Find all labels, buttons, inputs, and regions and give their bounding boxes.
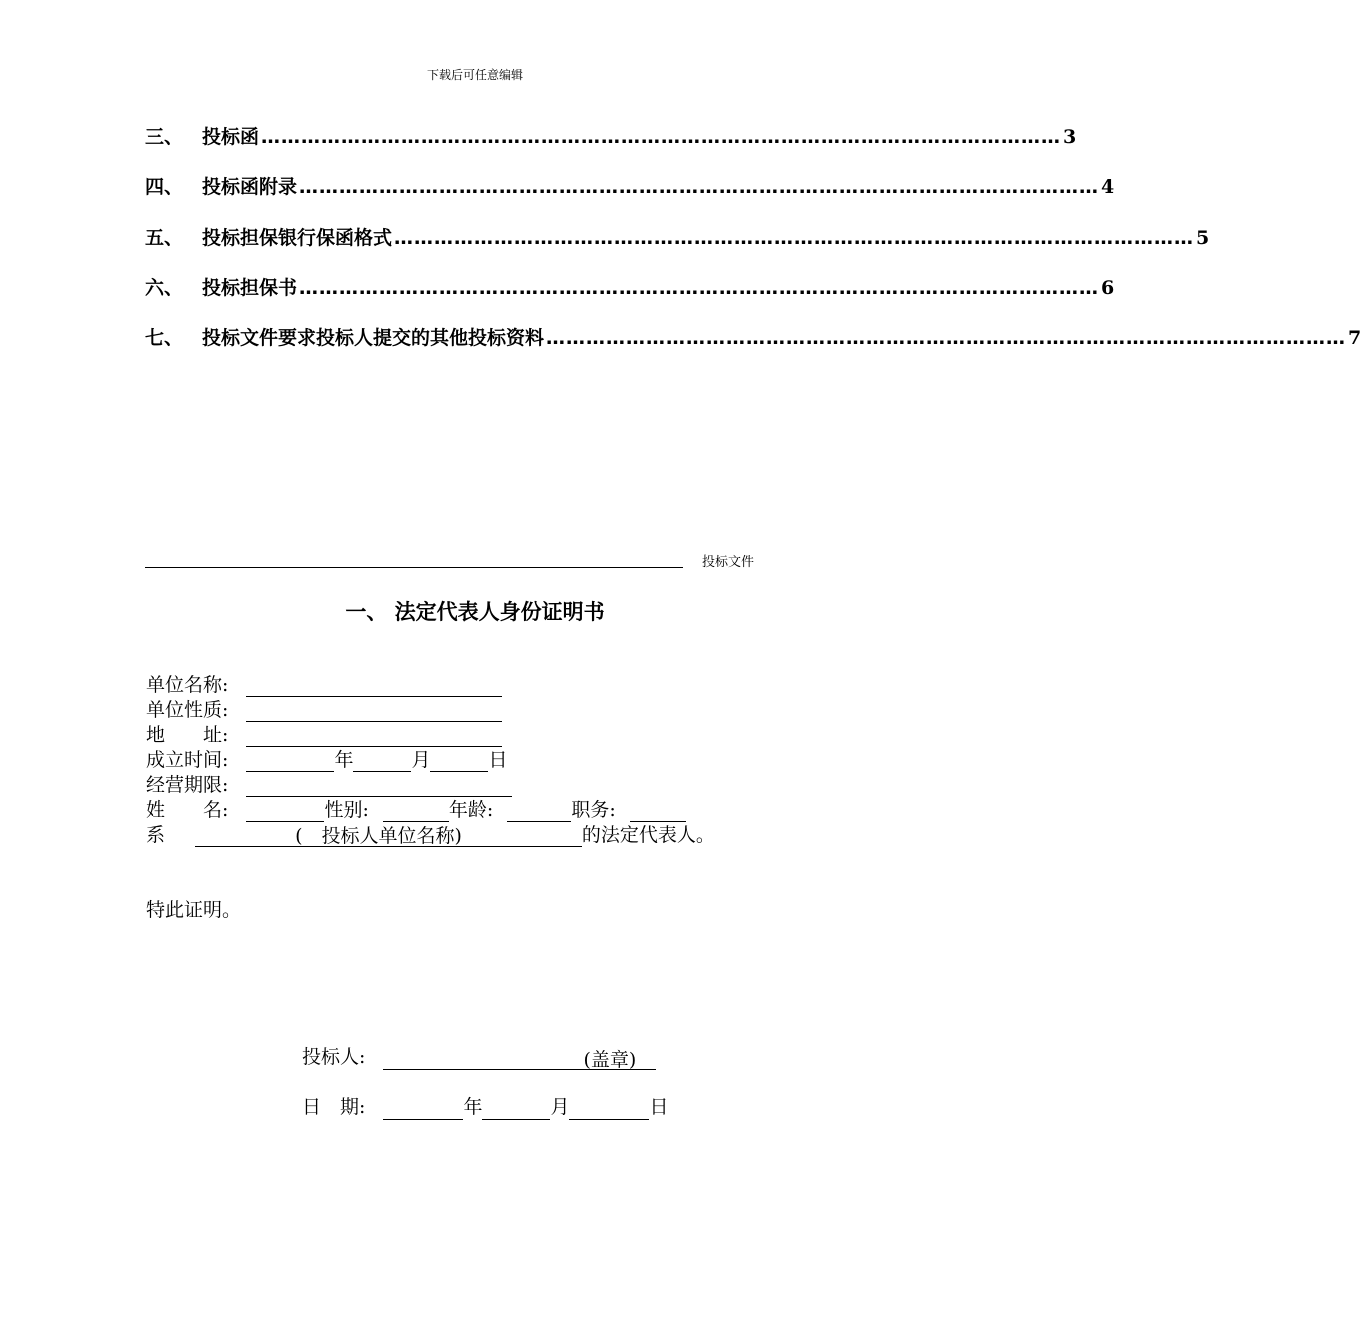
toc-number: 三、	[145, 126, 184, 148]
date-month-label: 月	[550, 1096, 570, 1118]
age-label: 年龄:	[448, 799, 494, 821]
bidder-unit-placeholder: ( 投标人单位名称)	[295, 825, 462, 847]
toc-title: 投标担保银行保函格式	[202, 227, 393, 249]
date-day-label: 日	[649, 1096, 669, 1118]
toc-title: 投标函	[202, 126, 260, 148]
toc-leader: …………………………………………………………………………………………………………	[261, 126, 1062, 148]
name-label: 姓 名:	[146, 799, 229, 821]
toc-entry[interactable]	[145, 172, 1115, 202]
certify-text: 特此证明。	[146, 899, 242, 921]
day-label: 日	[488, 749, 508, 771]
unit-nature-row	[146, 698, 502, 722]
bidder-signature-field[interactable]	[383, 1047, 656, 1070]
established-month-field[interactable]	[353, 751, 411, 772]
toc-entry[interactable]	[145, 323, 1361, 353]
toc-number: 六、	[145, 277, 184, 299]
name-field[interactable]	[246, 801, 324, 822]
toc-page-number: 5	[1196, 227, 1210, 249]
toc-title: 投标函附录	[202, 176, 298, 198]
unit-name-row	[146, 673, 502, 697]
business-term-row	[146, 773, 512, 797]
section-title: 一、 法定代表人身份证明书	[345, 600, 605, 624]
unit-name-label: 单位名称:	[146, 674, 229, 696]
month-label: 月	[411, 749, 431, 771]
unit-nature-label: 单位性质:	[146, 699, 229, 721]
unit-name-field[interactable]	[246, 676, 502, 697]
position-field[interactable]	[630, 801, 686, 822]
established-row	[146, 748, 508, 772]
toc-entry[interactable]	[145, 273, 1115, 303]
unit-nature-field[interactable]	[246, 701, 502, 722]
year-label: 年	[334, 749, 354, 771]
address-field[interactable]	[246, 726, 502, 747]
toc-entry[interactable]	[145, 122, 1077, 152]
date-year-field[interactable]	[383, 1099, 463, 1120]
toc-page-number: 4	[1101, 176, 1115, 198]
toc-entry[interactable]	[145, 223, 1210, 253]
toc-leader: …………………………………………………………………………………………………………	[546, 327, 1347, 349]
legal-rep-row	[146, 823, 715, 847]
toc-leader: …………………………………………………………………………………………………………	[394, 227, 1195, 249]
legal-rep-suffix: 的法定代表人。	[581, 824, 715, 846]
gender-field[interactable]	[383, 801, 449, 822]
date-label: 日 期:	[302, 1096, 366, 1118]
date-year-label: 年	[463, 1096, 483, 1118]
date-row	[302, 1094, 669, 1120]
toc-leader: …………………………………………………………………………………………………………	[299, 277, 1100, 299]
date-day-field[interactable]	[569, 1099, 649, 1120]
toc-number: 七、	[145, 327, 184, 349]
toc-leader: …………………………………………………………………………………………………………	[299, 176, 1100, 198]
date-month-field[interactable]	[482, 1099, 550, 1120]
gender-label: 性别:	[324, 799, 369, 821]
bidder-signature-row	[302, 1044, 656, 1070]
toc-number: 四、	[145, 176, 184, 198]
toc-page-number: 7	[1348, 327, 1361, 349]
business-term-field[interactable]	[246, 776, 512, 797]
header-note: 下载后可任意编辑	[426, 68, 523, 82]
established-label: 成立时间:	[146, 749, 229, 771]
person-info-row	[146, 798, 686, 822]
bidder-unit-name-field[interactable]	[195, 824, 582, 847]
running-head: 投标文件	[702, 555, 755, 570]
seal-note: (盖章)	[583, 1049, 637, 1071]
toc-title: 投标担保书	[202, 277, 298, 299]
toc-page-number: 6	[1101, 277, 1115, 299]
address-row	[146, 723, 502, 747]
age-field[interactable]	[507, 801, 571, 822]
established-day-field[interactable]	[430, 751, 488, 772]
toc-number: 五、	[145, 227, 184, 249]
address-label: 地 址:	[146, 724, 229, 746]
toc-title: 投标文件要求投标人提交的其他投标资料	[202, 327, 545, 349]
toc-page-number: 3	[1063, 126, 1077, 148]
established-year-field[interactable]	[246, 751, 334, 772]
position-label: 职务:	[571, 799, 616, 821]
is-label: 系	[146, 824, 166, 846]
business-term-label: 经营期限:	[146, 774, 229, 796]
page-divider	[145, 567, 683, 568]
bidder-label: 投标人:	[302, 1046, 366, 1068]
